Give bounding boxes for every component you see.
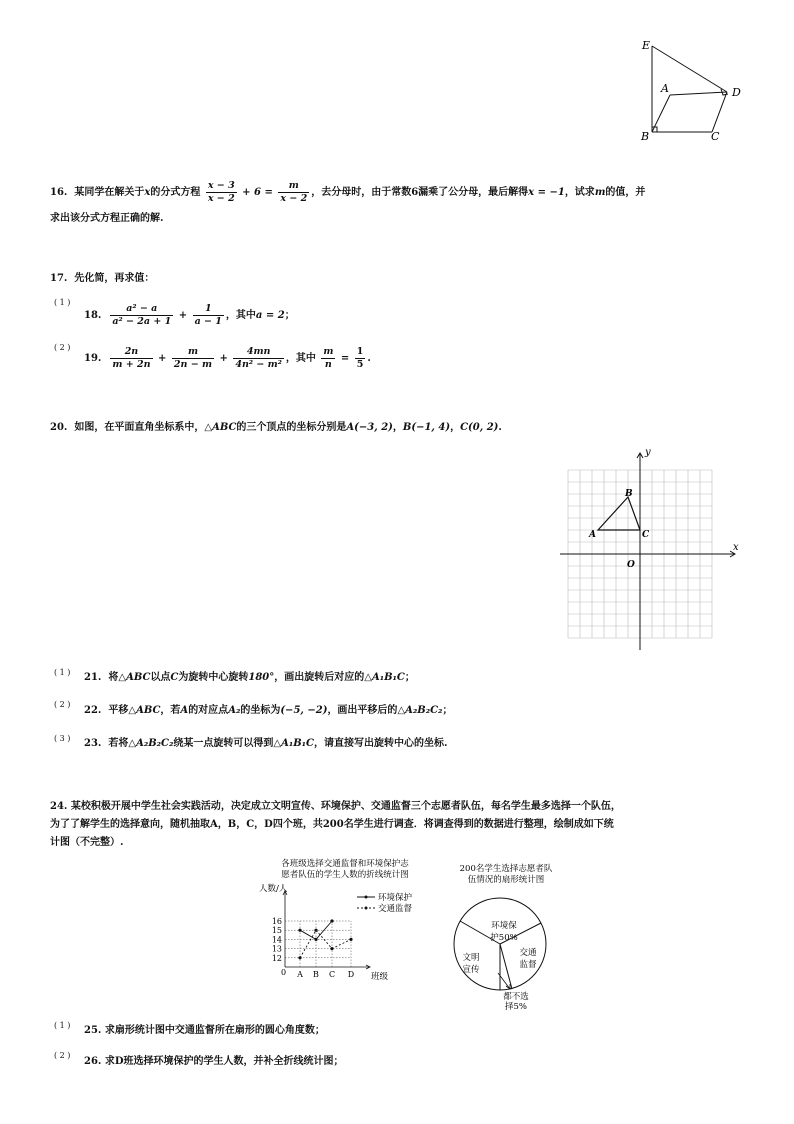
label-C: C xyxy=(711,130,720,143)
x-axis-label: 班级 xyxy=(371,972,389,982)
question-number: 18. xyxy=(84,310,102,321)
slice-label-civil-1: 文明 xyxy=(462,953,480,963)
fraction: $\frac{2n}{m + 2n}$ xyxy=(112,346,151,370)
y-axis-label: 人数/人 xyxy=(259,884,288,894)
label-D: D xyxy=(732,86,741,99)
data-point xyxy=(298,929,301,932)
data-point xyxy=(298,956,301,959)
legend-label: 环境保护 xyxy=(378,893,413,903)
question-number: 26. xyxy=(84,1056,102,1067)
question-number: 25. xyxy=(84,1025,102,1036)
question-16-line2: 求出该分式方程正确的解. xyxy=(50,213,164,224)
q16-text-a: 某同学在解关于 xyxy=(74,187,145,198)
question-number: 17. xyxy=(50,273,68,284)
question-number: 23. xyxy=(84,738,102,749)
question-21: 21. 将△ABC以点C为旋转中心旋转180°，画出旋转后对应的△A₁B₁C； xyxy=(84,672,415,683)
x-tick-label: C xyxy=(328,970,336,979)
question-26: 26. 求D班选择环境保护的学生人数，并补全折线统计图； xyxy=(84,1056,344,1067)
question-23: 23. 若将△A₂B₂C₂绕某一点旋转可以得到△A₁B₁C，请直接写出旋转中心的坐标. xyxy=(84,738,448,749)
x-tick-label: D xyxy=(347,970,355,979)
origin-label: 0 xyxy=(281,968,287,977)
question-22: 22. 平移△ABC，若A的对应点A₂的坐标为(−5, −2)，画出平移后的△A₂B₂C₂； xyxy=(84,705,453,716)
question-19: 19. $\frac{2n}{m + 2n}$ + $\frac{m}{2n - m}$ + $\frac{4mn}{\text{4n² − m²}}$ ，其中 $\frac{m}{n}$ = $\frac{1}{5}$ . xyxy=(84,346,371,370)
fraction: $\frac{4mn}{\text{4n² − m²}}$ xyxy=(235,346,282,370)
y-tick-label: 15 xyxy=(271,926,282,936)
point-label-A: A xyxy=(589,530,596,540)
question-17 xyxy=(50,272,154,286)
x-tick-label: A xyxy=(297,970,303,979)
coordinate-grid xyxy=(555,445,750,655)
part-marker: ( 1 ) xyxy=(54,668,71,677)
label-B: B xyxy=(641,130,650,143)
line-chart xyxy=(245,855,435,985)
question-20: 20. 如图，在平面直角坐标系中，△ABC的三个顶点的坐标分别是A(−3, 2)，B(−1, 4)，C(0, 2). xyxy=(50,422,502,433)
part-marker: ( 1 ) xyxy=(54,1021,71,1030)
data-point xyxy=(314,938,317,941)
label-A: A xyxy=(661,82,669,95)
point-label-B: B xyxy=(625,489,633,499)
question-24-line1: 24. 某校积极开展中学生社会实践活动，决定成立文明宣传、环境保护、交通监督三个志愿者队伍，每名学生最多选择一个队伍， xyxy=(50,801,621,812)
question-number: 21. xyxy=(84,672,102,683)
fraction: $\frac{m}{2n - m}$ xyxy=(173,346,213,370)
y-tick-label: 16 xyxy=(271,917,282,926)
fraction: $\frac{1}{5}$ xyxy=(356,346,364,370)
fraction: $\frac{m}{n}$ xyxy=(323,346,334,370)
chart-title-line1: 各班级选择交通监督和环境保护志 xyxy=(281,859,409,869)
part-marker: ( 2 ) xyxy=(54,1051,71,1060)
origin-label: O xyxy=(627,560,635,570)
question-number: 16. xyxy=(50,187,68,198)
y-tick-label: 12 xyxy=(271,953,282,963)
question-24-line3: 计图（不完整）. xyxy=(50,837,124,848)
x-tick-label: B xyxy=(313,970,319,979)
question-16: 16. 某同学在解关于x的分式方程 $\frac{x - 3}{x - 2}$ + 6 = $\frac{m}{x - 2}$ ，去分母时，由于常数6漏乘了公分母，最后解得x = −1，试求m的值，并 xyxy=(50,180,646,204)
y-tick-label: 14 xyxy=(271,935,282,945)
part-marker: ( 2 ) xyxy=(54,700,71,709)
fraction: $\frac{1}{a - 1}$ xyxy=(194,303,222,327)
fraction: $\frac{m}{x - 2}$ xyxy=(280,180,308,204)
slice-label-civil-2: 宣传 xyxy=(462,965,480,975)
slice-label-traffic-1: 交通 xyxy=(519,948,537,958)
question-number: 22. xyxy=(84,705,102,716)
slice-label-env-1: 环境保 xyxy=(491,921,517,931)
slice-label-none-2: 择5% xyxy=(505,1002,527,1010)
part-marker: ( 2 ) xyxy=(54,343,71,352)
data-point xyxy=(330,919,333,922)
question-25: 25. 求扇形统计图中交通监督所在扇形的圆心角度数； xyxy=(84,1025,325,1036)
data-point xyxy=(349,938,352,941)
point-label-C: C xyxy=(642,530,650,540)
part-marker: ( 1 ) xyxy=(54,298,71,307)
question-text: 先化简，再求值： xyxy=(74,273,155,284)
label-E: E xyxy=(642,39,651,52)
pie-chart xyxy=(440,855,580,1010)
legend-marker xyxy=(365,907,368,910)
question-number: 20. xyxy=(50,422,68,433)
part-marker: ( 3 ) xyxy=(54,734,71,743)
slice-label-env-2: 护50% xyxy=(490,933,518,943)
question-18: 18. $\frac{\text{a² − a}}{\text{a² − 2a + 1}}$ + $\frac{1}{a - 1}$ ，其中a = 2； xyxy=(84,303,295,327)
pie-title-line1: 200名学生选择志愿者队 xyxy=(459,864,553,874)
question-number: 19. xyxy=(84,353,102,364)
pie-title-line2: 伍情况的扇形统计图 xyxy=(467,875,545,885)
data-point xyxy=(314,929,317,932)
y-tick-label: 13 xyxy=(271,944,282,954)
axis-label-x: x xyxy=(733,542,739,553)
axis-label-y: y xyxy=(645,447,651,458)
fraction: $\frac{\text{a² − a}}{\text{a² − 2a + 1}}$ xyxy=(112,303,172,327)
fraction: $\frac{x - 3}{x - 2}$ xyxy=(207,180,235,204)
legend-marker xyxy=(365,896,368,899)
slice-label-none-1: 都不选 xyxy=(503,992,529,1002)
question-number: 24. xyxy=(50,801,68,812)
geometry-figure-top xyxy=(630,36,750,146)
legend-label: 交通监督 xyxy=(378,904,413,914)
question-24-line2: 为了了解学生的选择意向，随机抽取A，B，C，D四个班，共200名学生进行调查．将调查得到的数据进行整理，绘制成如下统 xyxy=(50,819,614,830)
chart-title-line2: 愿者队伍的学生人数的折线统计图 xyxy=(281,870,409,880)
data-point xyxy=(330,947,333,950)
slice-boundary xyxy=(500,944,512,989)
slice-label-traffic-2: 监督 xyxy=(519,960,537,970)
